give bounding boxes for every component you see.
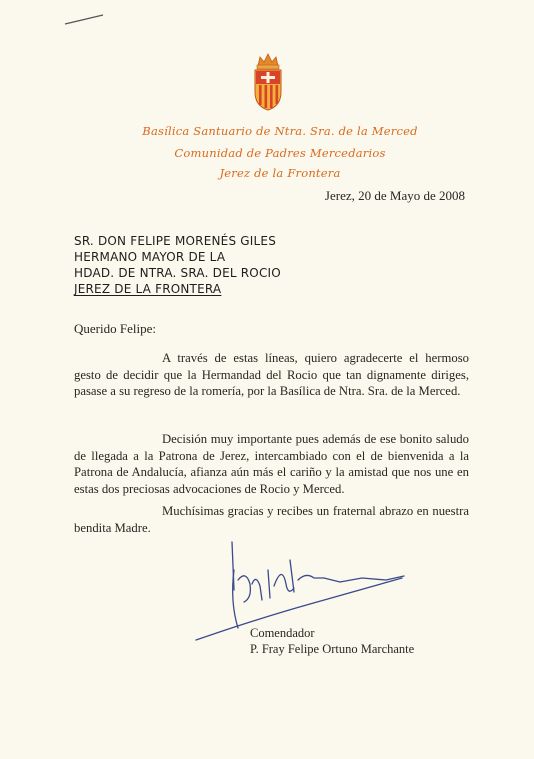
recipient-title: HERMANO MAYOR DE LA bbox=[74, 250, 226, 264]
letterhead-community: Comunidad de Padres Mercedarios bbox=[174, 146, 386, 160]
recipient-name: SR. DON FELIPE MORENÉS GILES bbox=[74, 234, 277, 248]
signatory-title: Comendador bbox=[250, 626, 315, 640]
corner-pencil-mark bbox=[64, 12, 104, 26]
recipient-city: JEREZ DE LA FRONTERA bbox=[74, 282, 222, 296]
letterhead-basilica: Basílica Santuario de Ntra. Sra. de la Merced bbox=[142, 124, 418, 138]
body-paragraph-1: A través de estas líneas, quiero agradecerte el hermoso gesto de decidir que la Hermandad del Rocio que tan dignamente diriges, pasase a su regreso de la romería, por la Basílica de Ntra. Sra. de la Merced. bbox=[74, 351, 469, 398]
letter-date: Jerez, 20 de Mayo de 2008 bbox=[324, 188, 465, 203]
letterhead-city: Jerez de la Frontera bbox=[219, 166, 341, 180]
body-paragraph-2: Decisión muy importante pues además de ese bonito saludo de llegada a la Patrona de Jerez, intercambiado con el de bienvenida a la Patrona de Andalucía, afianza aún más el cariño y la amistad que nos une en estas dos preciosas advocaciones de Rocio y Merced. bbox=[74, 432, 469, 496]
body-paragraph-3: Muchísimas gracias y recibes un fraternal abrazo en nuestra bendita Madre. bbox=[74, 504, 469, 535]
signatory-name: P. Fray Felipe Ortuno Marchante bbox=[250, 642, 415, 656]
mercedarian-crest-logo bbox=[248, 52, 288, 112]
salutation: Querido Felipe: bbox=[74, 321, 156, 336]
recipient-brotherhood: HDAD. DE NTRA. SRA. DEL ROCIO bbox=[74, 266, 281, 280]
